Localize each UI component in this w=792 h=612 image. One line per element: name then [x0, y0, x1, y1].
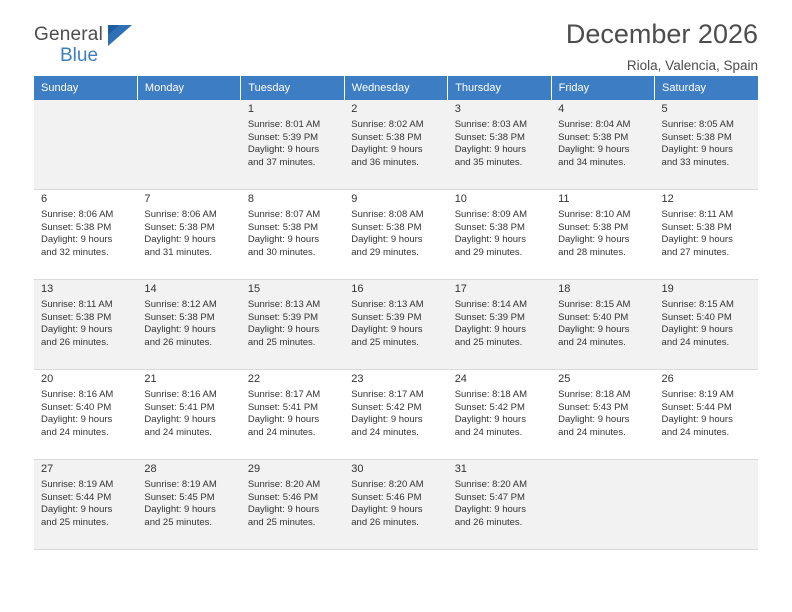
calendar-day-info-line: Sunrise: 8:03 AM: [454, 119, 528, 130]
calendar-day-info-line: and 28 minutes.: [558, 246, 626, 258]
logo[interactable]: [34, 24, 214, 72]
calendar-day-info-line: Sunset: 5:38 PM: [558, 131, 629, 143]
calendar-day-cell[interactable]: [344, 100, 447, 190]
calendar-day-info-line: Sunset: 5:45 PM: [144, 491, 215, 503]
calendar-day-cell[interactable]: [344, 190, 447, 280]
calendar-day-info-line: and 26 minutes.: [41, 336, 109, 348]
calendar-day-cell[interactable]: [551, 370, 654, 460]
calendar-day-info-line: Sunrise: 8:18 AM: [454, 389, 528, 400]
logo-text-blue: Blue: [60, 45, 99, 66]
calendar-day-info-line: and 34 minutes.: [558, 156, 626, 168]
calendar-day-cell[interactable]: [344, 280, 447, 370]
calendar-day-info: [351, 209, 441, 259]
weekday-header-tuesday: Tuesday: [241, 76, 344, 100]
calendar-day-info-line: Sunrise: 8:16 AM: [144, 389, 217, 400]
calendar-day-info-line: and 25 minutes.: [351, 336, 419, 348]
calendar-day-info-line: Sunrise: 8:20 AM: [351, 479, 424, 490]
calendar-day-cell[interactable]: [344, 460, 447, 550]
calendar-day-number: 2: [351, 103, 358, 115]
calendar-empty-cell: [137, 100, 240, 190]
calendar-day-info-line: Daylight: 9 hours: [41, 504, 113, 516]
calendar-day-cell[interactable]: [551, 280, 654, 370]
calendar-day-info-line: Daylight: 9 hours: [41, 324, 113, 336]
calendar-day-info: [41, 479, 131, 529]
calendar-day-info: [662, 389, 752, 439]
calendar-day-info-line: Sunset: 5:39 PM: [351, 311, 422, 323]
calendar-day-info-line: and 24 minutes.: [558, 426, 626, 438]
calendar-day-info: [41, 389, 131, 439]
calendar-day-info-line: Sunset: 5:44 PM: [661, 401, 732, 413]
calendar-day-info: [558, 209, 648, 259]
calendar-week-row: [34, 370, 758, 460]
calendar-day-info-line: Sunset: 5:39 PM: [247, 311, 319, 323]
calendar-day-number: 12: [661, 193, 674, 205]
calendar-day-cell[interactable]: [655, 190, 758, 280]
calendar-day-info-line: Daylight: 9 hours: [454, 234, 526, 246]
calendar-day-info: [41, 299, 131, 349]
calendar-day-info: [662, 209, 752, 259]
calendar-table: [34, 76, 758, 550]
triangle-logo-accent-icon: [108, 25, 119, 35]
calendar-day-info-line: Daylight: 9 hours: [558, 234, 630, 246]
calendar-day-info: [248, 209, 338, 259]
calendar-day-info-line: and 24 minutes.: [454, 426, 523, 438]
calendar-day-info-line: Daylight: 9 hours: [351, 504, 423, 516]
calendar-day-info-line: and 26 minutes.: [454, 516, 523, 528]
calendar-day-info-line: Sunrise: 8:13 AM: [351, 299, 424, 310]
calendar-day-cell[interactable]: [34, 280, 137, 370]
calendar-day-info: [455, 209, 545, 259]
calendar-day-info-line: Sunset: 5:38 PM: [454, 131, 525, 143]
calendar-day-info-line: and 24 minutes.: [247, 426, 316, 438]
calendar-day-info-line: Sunset: 5:38 PM: [144, 221, 215, 233]
calendar-day-info-line: Sunset: 5:42 PM: [351, 401, 422, 413]
calendar-day-info-line: Sunset: 5:38 PM: [41, 311, 112, 323]
weekday-header-sunday: Sunday: [34, 76, 137, 100]
calendar-day-info-line: and 25 minutes.: [247, 336, 316, 348]
calendar-day-number: 31: [454, 463, 467, 475]
calendar-day-info-line: Sunset: 5:38 PM: [351, 221, 422, 233]
calendar-day-info: [144, 479, 234, 529]
calendar-day-info-line: Sunrise: 8:06 AM: [144, 209, 217, 220]
calendar-day-cell[interactable]: [137, 370, 240, 460]
calendar-day-info-line: Sunset: 5:41 PM: [144, 401, 215, 413]
calendar-day-number: 27: [41, 463, 54, 475]
calendar-day-info-line: Sunrise: 8:01 AM: [247, 119, 321, 130]
calendar-week-row: [34, 280, 758, 370]
calendar-day-info-line: and 30 minutes.: [247, 246, 316, 258]
calendar-day-info-line: Daylight: 9 hours: [247, 324, 320, 336]
calendar-day-cell[interactable]: [241, 190, 344, 280]
calendar-day-cell[interactable]: [34, 370, 137, 460]
calendar-day-info-line: Sunset: 5:38 PM: [661, 131, 732, 143]
calendar-day-info-line: Sunset: 5:39 PM: [454, 311, 525, 323]
calendar-day-info-line: Sunset: 5:38 PM: [41, 221, 112, 233]
calendar-day-info-line: Daylight: 9 hours: [661, 324, 733, 336]
calendar-day-cell[interactable]: [344, 370, 447, 460]
weekday-header-wednesday: Wednesday: [344, 76, 447, 100]
calendar-day-cell[interactable]: [137, 190, 240, 280]
calendar-day-info-line: Daylight: 9 hours: [454, 414, 526, 426]
calendar-day-info-line: and 26 minutes.: [351, 516, 419, 528]
calendar-day-number: 30: [351, 463, 364, 475]
calendar-day-number: 17: [454, 283, 467, 295]
calendar-day-number: 24: [454, 373, 467, 385]
calendar-day-number: 7: [144, 193, 151, 205]
weekday-header-saturday: Saturday: [655, 76, 758, 100]
calendar-day-info-line: Sunset: 5:42 PM: [454, 401, 525, 413]
calendar-day-info-line: Sunset: 5:46 PM: [247, 491, 319, 503]
calendar-day-info-line: Sunset: 5:40 PM: [661, 311, 732, 323]
calendar-day-info-line: and 24 minutes.: [661, 426, 730, 438]
calendar-day-info-line: Daylight: 9 hours: [558, 414, 630, 426]
calendar-day-info-line: Sunrise: 8:08 AM: [351, 209, 424, 220]
calendar-day-info-line: Daylight: 9 hours: [144, 234, 216, 246]
calendar-day-cell[interactable]: [137, 460, 240, 550]
calendar-day-info-line: Sunrise: 8:02 AM: [351, 119, 424, 130]
calendar-day-number: 10: [454, 193, 467, 205]
calendar-day-info-line: and 25 minutes.: [144, 516, 213, 528]
calendar-day-info-line: and 25 minutes.: [454, 336, 523, 348]
calendar-day-info-line: Sunrise: 8:17 AM: [351, 389, 424, 400]
calendar-day-info-line: Daylight: 9 hours: [247, 504, 320, 516]
calendar-day-number: 20: [41, 373, 54, 385]
calendar-day-info-line: Sunset: 5:43 PM: [558, 401, 629, 413]
calendar-day-cell[interactable]: [448, 280, 551, 370]
calendar-day-info: [455, 479, 545, 529]
calendar-day-info-line: Sunrise: 8:19 AM: [661, 389, 734, 400]
calendar-day-info-line: Daylight: 9 hours: [144, 414, 216, 426]
calendar-day-info-line: Sunrise: 8:20 AM: [454, 479, 528, 490]
calendar-day-info: [455, 299, 545, 349]
calendar-day-number: 25: [558, 373, 571, 385]
calendar-day-cell[interactable]: [448, 370, 551, 460]
calendar-week-row: [34, 460, 758, 550]
calendar-day-number: 11: [558, 193, 570, 205]
calendar-day-info-line: Sunset: 5:40 PM: [41, 401, 112, 413]
calendar-day-number: 8: [247, 193, 254, 205]
calendar-day-info-line: Sunrise: 8:13 AM: [247, 299, 321, 310]
calendar-day-number: 16: [351, 283, 364, 295]
calendar-day-info-line: Sunrise: 8:10 AM: [558, 209, 631, 220]
calendar-day-info-line: Daylight: 9 hours: [247, 414, 320, 426]
calendar-day-number: 14: [144, 283, 157, 295]
calendar-day-info: [558, 119, 648, 169]
calendar-day-info-line: Sunrise: 8:04 AM: [558, 119, 631, 130]
calendar-day-info-line: Sunrise: 8:19 AM: [41, 479, 114, 490]
title-block: [566, 18, 758, 74]
calendar-day-info-line: Daylight: 9 hours: [454, 504, 526, 516]
calendar-day-info-line: Sunrise: 8:15 AM: [558, 299, 631, 310]
calendar-day-info-line: Sunset: 5:38 PM: [144, 311, 215, 323]
calendar-day-info-line: Daylight: 9 hours: [661, 144, 733, 156]
calendar-day-info-line: Sunrise: 8:06 AM: [41, 209, 114, 220]
calendar-day-info-line: and 24 minutes.: [661, 336, 730, 348]
page-title: December 2026: [565, 19, 758, 49]
calendar-day-info-line: Sunrise: 8:09 AM: [454, 209, 528, 220]
calendar-day-info-line: and 25 minutes.: [247, 516, 316, 528]
calendar-day-info: [144, 389, 234, 439]
calendar-day-number: 15: [247, 283, 261, 295]
calendar-day-info-line: Sunrise: 8:14 AM: [454, 299, 528, 310]
calendar-day-number: 1: [247, 103, 254, 115]
calendar-day-number: 13: [41, 283, 54, 295]
calendar-day-info-line: Sunset: 5:38 PM: [558, 221, 629, 233]
calendar-day-info-line: Sunset: 5:47 PM: [454, 491, 525, 503]
calendar-day-number: 3: [454, 103, 461, 115]
calendar-day-info-line: and 31 minutes.: [144, 246, 213, 258]
calendar-day-info-line: Sunset: 5:41 PM: [247, 401, 319, 413]
calendar-day-info: [662, 299, 752, 349]
calendar-day-info: [455, 119, 545, 169]
calendar-day-number: 28: [144, 463, 157, 475]
calendar-day-info-line: Daylight: 9 hours: [41, 234, 113, 246]
calendar-day-info: [248, 299, 338, 349]
calendar-day-cell[interactable]: [655, 280, 758, 370]
calendar-day-info: [41, 209, 131, 259]
calendar-day-info-line: Sunrise: 8:05 AM: [661, 119, 734, 130]
calendar-day-info-line: Sunset: 5:44 PM: [41, 491, 112, 503]
calendar-week-row: [34, 190, 758, 280]
calendar-day-info: [455, 389, 545, 439]
calendar-day-info-line: and 26 minutes.: [144, 336, 213, 348]
calendar-day-cell[interactable]: [241, 460, 344, 550]
calendar-day-info-line: Sunset: 5:46 PM: [351, 491, 422, 503]
calendar-day-cell[interactable]: [551, 190, 654, 280]
calendar-day-cell[interactable]: [655, 370, 758, 460]
calendar-day-info: [248, 119, 338, 169]
calendar-day-info: [558, 389, 648, 439]
calendar-empty-cell: [551, 460, 654, 550]
calendar-day-info-line: Daylight: 9 hours: [351, 234, 423, 246]
calendar-day-number: 6: [41, 193, 48, 205]
calendar-day-info: [351, 389, 441, 439]
calendar-day-info-line: and 25 minutes.: [41, 516, 109, 528]
calendar-day-info-line: Sunrise: 8:16 AM: [41, 389, 114, 400]
calendar-day-info-line: and 29 minutes.: [351, 246, 419, 258]
calendar-day-info-line: Sunrise: 8:15 AM: [661, 299, 734, 310]
calendar-day-info-line: Daylight: 9 hours: [247, 234, 320, 246]
calendar-day-info-line: and 32 minutes.: [41, 246, 109, 258]
calendar-day-cell[interactable]: [241, 280, 344, 370]
calendar-day-info-line: Sunrise: 8:11 AM: [41, 299, 113, 310]
calendar-day-number: 23: [351, 373, 364, 385]
calendar-day-info-line: Daylight: 9 hours: [661, 414, 733, 426]
calendar-day-number: 29: [247, 463, 261, 475]
calendar-day-info-line: and 36 minutes.: [351, 156, 419, 168]
calendar-day-info-line: Sunrise: 8:07 AM: [247, 209, 321, 220]
weekday-header-row: [34, 76, 758, 100]
calendar-day-cell[interactable]: [137, 280, 240, 370]
calendar-day-info-line: Sunset: 5:38 PM: [351, 131, 422, 143]
calendar-day-number: 5: [661, 103, 668, 115]
calendar-day-info-line: Daylight: 9 hours: [558, 324, 630, 336]
calendar-day-cell[interactable]: [448, 460, 551, 550]
calendar-day-cell[interactable]: [34, 190, 137, 280]
calendar-day-info-line: Daylight: 9 hours: [144, 504, 216, 516]
calendar-day-info-line: and 35 minutes.: [454, 156, 523, 168]
calendar-day-number: 9: [351, 193, 358, 205]
calendar-day-info-line: and 24 minutes.: [41, 426, 109, 438]
calendar-day-info-line: Daylight: 9 hours: [661, 234, 733, 246]
calendar-day-info: [351, 119, 441, 169]
calendar-day-info: [351, 299, 441, 349]
calendar-day-info-line: Daylight: 9 hours: [351, 144, 423, 156]
calendar-day-info-line: Sunrise: 8:20 AM: [247, 479, 321, 490]
logo-text-general: General: [34, 24, 103, 45]
calendar-day-info-line: Daylight: 9 hours: [454, 144, 526, 156]
calendar-day-info-line: and 27 minutes.: [661, 246, 730, 258]
calendar-day-info-line: Daylight: 9 hours: [558, 144, 630, 156]
calendar-day-info: [248, 389, 338, 439]
calendar-day-info-line: Daylight: 9 hours: [247, 144, 320, 156]
calendar-day-info-line: and 29 minutes.: [454, 246, 523, 258]
calendar-day-cell[interactable]: [655, 100, 758, 190]
calendar-day-number: 21: [144, 373, 157, 385]
calendar-day-info-line: and 33 minutes.: [661, 156, 730, 168]
calendar-day-info: [351, 479, 441, 529]
calendar-day-info-line: Sunset: 5:38 PM: [454, 221, 525, 233]
calendar-day-info-line: Daylight: 9 hours: [351, 414, 423, 426]
weekday-header-monday: Monday: [137, 76, 240, 100]
calendar-day-info-line: and 24 minutes.: [144, 426, 213, 438]
calendar-day-cell[interactable]: [241, 100, 344, 190]
calendar-day-info-line: Sunrise: 8:19 AM: [144, 479, 217, 490]
calendar-day-info-line: Sunset: 5:38 PM: [661, 221, 732, 233]
calendar-day-info-line: Daylight: 9 hours: [41, 414, 113, 426]
calendar-day-info-line: and 37 minutes.: [247, 156, 316, 168]
calendar-day-info: [248, 479, 338, 529]
calendar-empty-cell: [655, 460, 758, 550]
calendar-day-number: 4: [558, 103, 565, 115]
calendar-day-info: [144, 209, 234, 259]
calendar-day-info-line: Daylight: 9 hours: [351, 324, 423, 336]
calendar-day-cell[interactable]: [551, 100, 654, 190]
calendar-day-info-line: Sunset: 5:38 PM: [247, 221, 319, 233]
calendar-day-info: [144, 299, 234, 349]
calendar-body: [34, 100, 758, 550]
calendar-day-cell[interactable]: [448, 100, 551, 190]
calendar-day-info-line: Sunset: 5:40 PM: [558, 311, 629, 323]
calendar-week-row: [34, 100, 758, 190]
calendar-day-cell[interactable]: [448, 190, 551, 280]
weekday-header-thursday: Thursday: [448, 76, 551, 100]
page-header: [34, 0, 758, 72]
calendar-day-info-line: Daylight: 9 hours: [454, 324, 526, 336]
calendar-day-info-line: and 24 minutes.: [351, 426, 419, 438]
calendar-day-info: [558, 299, 648, 349]
calendar-day-info-line: Sunrise: 8:12 AM: [144, 299, 217, 310]
calendar-day-info-line: Daylight: 9 hours: [144, 324, 216, 336]
calendar-empty-cell: [34, 100, 137, 190]
calendar-day-info-line: Sunrise: 8:11 AM: [661, 209, 734, 220]
calendar-day-cell[interactable]: [241, 370, 344, 460]
calendar-day-cell[interactable]: [34, 460, 137, 550]
calendar-day-info-line: Sunset: 5:39 PM: [247, 131, 319, 143]
calendar-day-info-line: and 24 minutes.: [558, 336, 626, 348]
calendar-day-info-line: Sunrise: 8:17 AM: [247, 389, 321, 400]
calendar-day-number: 22: [247, 373, 261, 385]
calendar-day-number: 19: [661, 283, 674, 295]
location-label: Riola, Valencia, Spain: [626, 58, 758, 73]
calendar-day-info-line: Sunrise: 8:18 AM: [558, 389, 631, 400]
calendar-day-number: 26: [661, 373, 674, 385]
calendar-day-info: [662, 119, 752, 169]
calendar-day-number: 18: [558, 283, 571, 295]
weekday-header-friday: Friday: [551, 76, 654, 100]
